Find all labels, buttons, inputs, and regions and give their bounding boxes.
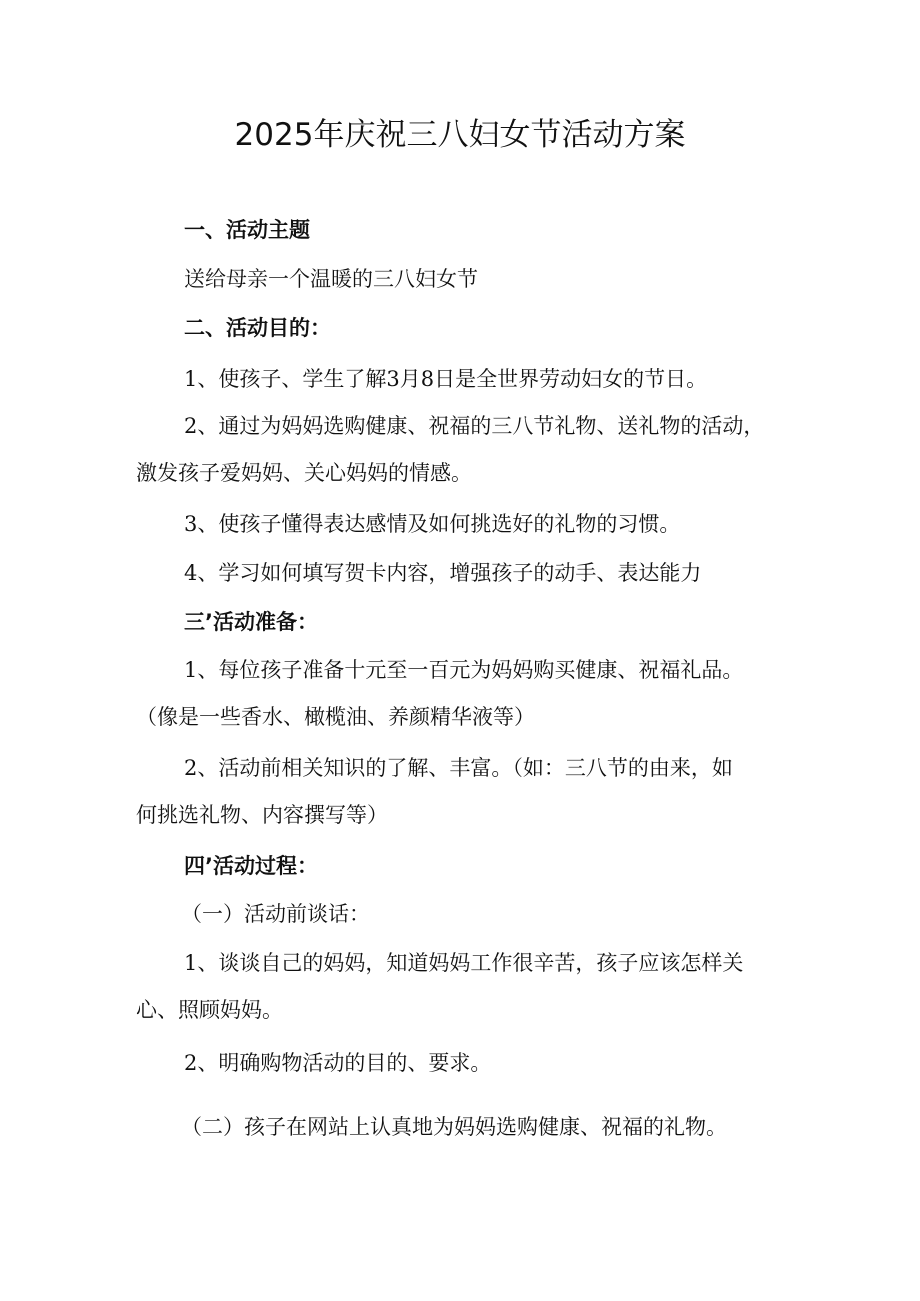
section-3-heading: 三’活动准备：: [184, 610, 318, 634]
section-4-item-2: 2、明确购物活动的目的、要求。: [184, 1051, 492, 1075]
section-2-item-4: 4、学习如何填写贺卡内容，增强孩子的动手、表达能力: [184, 561, 702, 585]
section-3-item-1: [136, 654, 743, 748]
section-4-subheading-2: （二）孩子在网站上认真地为妈妈选购健康、祝福的礼物。: [181, 1115, 727, 1139]
section-2-item-2-line-1: 2、通过为妈妈选购健康、祝福的三八节礼物、送礼物的活动，: [184, 414, 765, 438]
section-3-item-2-line-2: 何挑选礼物、内容撰写等）: [136, 803, 388, 827]
section-2-heading: 二、活动目的：: [184, 316, 331, 340]
section-3-item-2: [136, 752, 733, 846]
section-2-item-3: 3、使孩子懂得表达感情及如何挑选好的礼物的习惯。: [184, 512, 681, 536]
section-3-item-1-line-1: 1、每位孩子准备十元至一百元为妈妈购买健康、祝福礼品。: [184, 658, 744, 682]
section-4-item-1: [136, 947, 743, 1041]
section-4-item-1-line-1: 1、谈谈自己的妈妈，知道妈妈工作很辛苦，孩子应该怎样关: [184, 951, 744, 975]
section-4-subheading-1: （一）活动前谈话：: [181, 902, 370, 926]
section-1-body: 送给母亲一个温暖的三八妇女节: [184, 267, 478, 291]
section-2-item-2-line-2: 激发孩子爱妈妈、关心妈妈的情感。: [136, 461, 472, 485]
section-2-item-2: [136, 410, 764, 504]
section-1-heading: 一、活动主题: [184, 218, 310, 242]
section-3-item-1-line-2: （像是一些香水、橄榄油、养颜精华液等）: [136, 705, 535, 729]
document-title: 2025年庆祝三八妇女节活动方案: [234, 117, 686, 153]
section-4-item-1-line-2: 心、照顾妈妈。: [136, 998, 283, 1022]
section-2-item-1: 1、使孩子、学生了解3月8日是全世界劳动妇女的节日。: [184, 367, 708, 391]
section-4-heading: 四’活动过程：: [184, 854, 318, 878]
section-3-item-2-line-1: 2、活动前相关知识的了解、丰富。（如：三八节的由来，如: [184, 756, 733, 780]
